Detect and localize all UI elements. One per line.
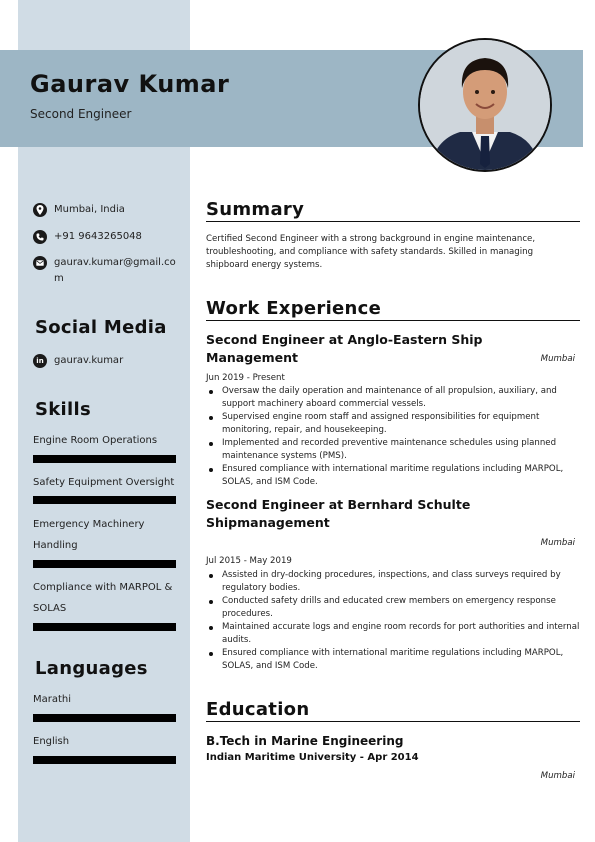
- linkedin-icon: in: [33, 354, 47, 368]
- skill-bar: [33, 496, 176, 504]
- profile-photo: [418, 38, 552, 172]
- list-item: Assisted in dry-docking procedures, inspections, and class surveys required by regulatory bodies.: [206, 569, 580, 595]
- list-item: Ensured compliance with international maritime regulations including MARPOL, SOLAS, and ISM Code.: [206, 463, 580, 489]
- job-dates: Jul 2015 - May 2019: [206, 556, 292, 566]
- skill-bar: [33, 455, 176, 463]
- language-bar: [33, 756, 176, 764]
- work-experience-heading: Work Experience: [206, 298, 580, 321]
- job-title: Second Engineer at Bernhard Schulte Shipmanagement: [206, 497, 471, 530]
- skill-label: Compliance with MARPOL & SOLAS: [33, 582, 173, 614]
- summary-text: Certified Second Engineer with a strong background in engine maintenance, troubleshooting, and compliance with safety standards. Skilled in managing shipboard energy systems.: [206, 234, 536, 270]
- list-item: Oversaw the daily operation and maintenance of all propulsion, auxiliary, and support machinery aboard commercial vessels.: [206, 385, 580, 411]
- location-text: Mumbai, India: [54, 204, 125, 215]
- location-pin-icon: [33, 203, 47, 217]
- list-item: Maintained accurate logs and engine room records for port authorities and internal audits.: [206, 621, 580, 647]
- job-dates: Jun 2019 - Present: [206, 373, 285, 383]
- phone-text: +91 9643265048: [54, 231, 142, 242]
- contact-email: [33, 256, 179, 287]
- job-title: Second Engineer at Anglo-Eastern Ship Management: [206, 332, 483, 365]
- education-degree: B.Tech in Marine Engineering: [206, 734, 404, 748]
- job-location: Mumbai: [540, 354, 575, 364]
- job-location: Mumbai: [540, 538, 575, 548]
- list-item: Supervised engine room staff and assigned responsibilities for equipment monitoring, repair, and housekeeping.: [206, 411, 580, 437]
- language-label: Marathi: [33, 694, 72, 705]
- list-item: Implemented and recorded preventive maintenance schedules using planned maintenance systems (PMS).: [206, 437, 580, 463]
- contact-phone: [33, 230, 142, 245]
- skill-label: Engine Room Operations: [33, 435, 158, 446]
- skills-heading: Skills: [35, 399, 91, 420]
- social-linkedin: [33, 354, 123, 369]
- candidate-role: Second Engineer: [30, 107, 132, 121]
- education-heading: Education: [206, 699, 580, 722]
- language-bar: [33, 714, 176, 722]
- contact-location: [33, 203, 125, 218]
- education-school: Indian Maritime University - Apr 2014: [206, 752, 419, 763]
- education-location: Mumbai: [540, 771, 575, 781]
- skill-bar: [33, 623, 176, 631]
- phone-icon: [33, 230, 47, 244]
- languages-heading: Languages: [35, 658, 148, 679]
- language-label: English: [33, 736, 70, 747]
- list-item: Conducted safety drills and educated crew members on emergency response procedures.: [206, 595, 580, 621]
- skill-label: Emergency Machinery Handling: [33, 519, 145, 551]
- envelope-icon: [33, 256, 47, 270]
- social-media-heading: Social Media: [35, 317, 167, 338]
- email-text[interactable]: gaurav.kumar@gmail.com: [54, 257, 176, 284]
- candidate-name: Gaurav Kumar: [30, 70, 230, 98]
- linkedin-handle[interactable]: gaurav.kumar: [54, 355, 124, 366]
- list-item: Ensured compliance with international maritime regulations including MARPOL, SOLAS, and ISM Code.: [206, 647, 580, 673]
- job-bullets: [206, 569, 580, 673]
- summary-heading: Summary: [206, 199, 580, 222]
- skill-label: Safety Equipment Oversight: [33, 477, 175, 488]
- skill-bar: [33, 560, 176, 568]
- job-bullets: [206, 385, 580, 489]
